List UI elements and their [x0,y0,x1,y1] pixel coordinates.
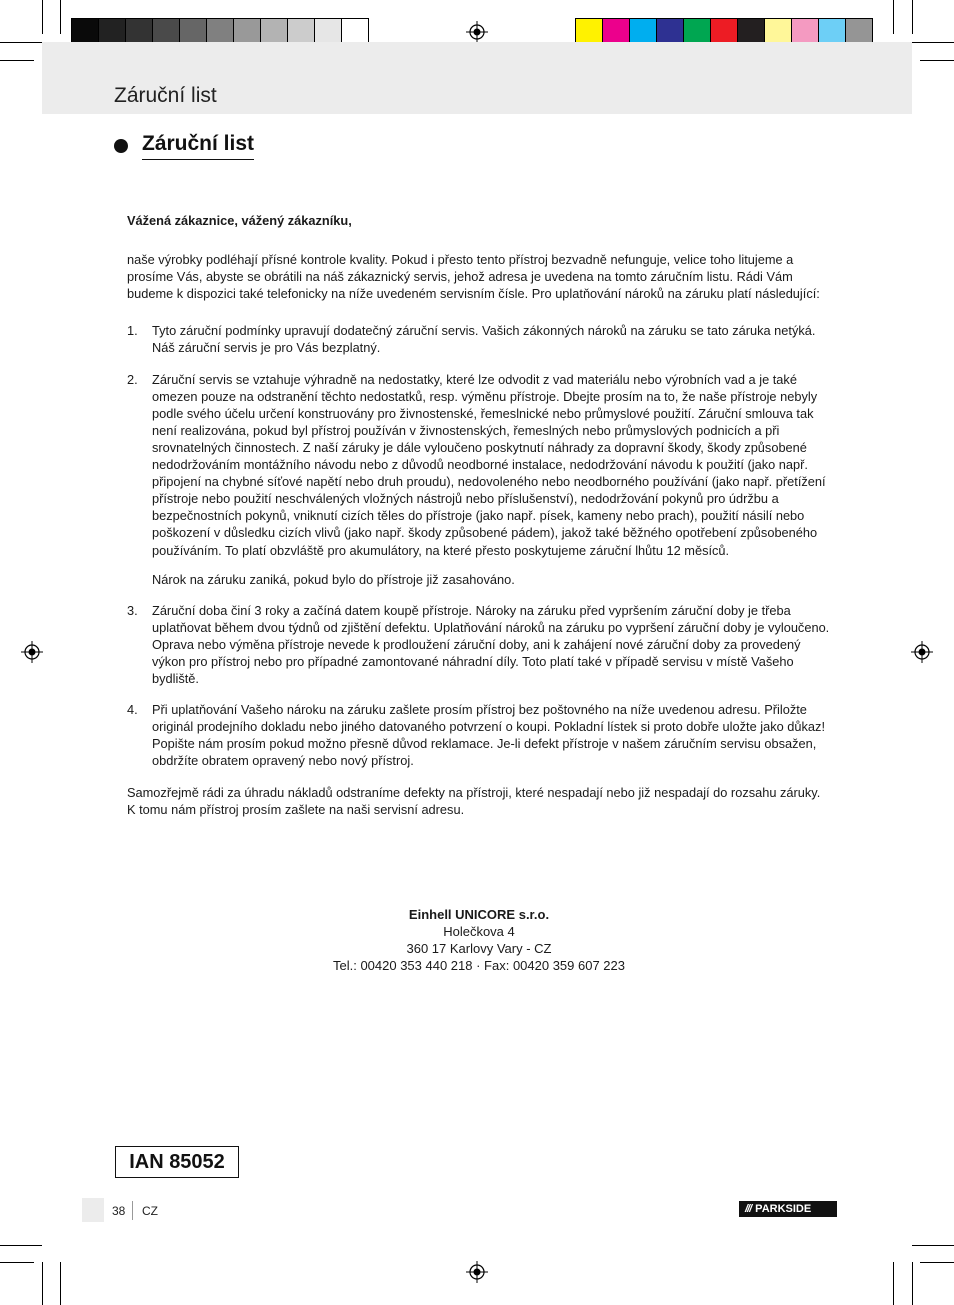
registration-mark-icon [21,641,43,663]
crop-mark [0,42,42,43]
address-contact: Tel.: 00420 353 440 218 · Fax: 00420 359 607 223 [332,958,625,973]
crop-mark [920,60,954,61]
crop-mark [912,42,954,43]
crop-mark [920,1262,954,1263]
crop-mark [0,1245,42,1246]
crop-mark [893,0,894,34]
salutation: Vážená zákaznice, vážený zákazníku, [127,213,352,228]
crop-mark [912,1245,954,1246]
page-language: CZ [142,1204,158,1218]
condition-text: Tyto záruční podmínky upravují dodatečný záruční servis. Vašich zákonných nároků na záruku se tato záruka netýká. Náš záruční servis je pro Vás bezplatný. [152,323,816,356]
address-street: Holečkova 4 [443,924,515,939]
page-number: 38 [112,1204,126,1218]
crop-mark [912,0,913,34]
page-separator [132,1201,133,1220]
registration-mark-icon [466,1261,488,1283]
condition-text: Záruční doba činí 3 roky a začíná datem koupě přístroje. Nároky na záruku před vypršením záruční doby je třeba uplatňovat během dvou týdnů od zjištění defektu. Uplatňování nároků na záruku po vypršení záruční doby je vyloučeno. Oprava nebo výměna přístroje nevede k prodloužení záruční doby, ani k zahájení nové záruční doby za provedený výkon pro přístroj nebo pro případné zamontované náhradní díly. Toto platí také v případě servisu v místě Vašeho bydliště. [152,602,830,687]
crop-mark [42,0,43,34]
logo-text: PARKSIDE [755,1203,812,1215]
page-number-box [82,1198,104,1222]
registration-mark-icon [466,21,488,43]
condition-number: 4. [127,702,138,718]
condition-item [127,602,832,687]
warranty-letter [127,212,832,818]
crop-mark [60,0,61,34]
ian-number: IAN 85052 [115,1146,239,1178]
condition-extra-text: Nárok na záruku zaniká, pokud bylo do přístroje již zasahováno. [152,571,515,587]
parkside-logo [739,1201,837,1217]
registration-mark-icon [911,641,933,663]
condition-number: 2. [127,371,138,387]
condition-number: 1. [127,323,138,339]
crop-mark [42,1262,43,1305]
crop-mark [0,1262,34,1263]
crop-mark [0,60,34,61]
condition-number: 3. [127,602,138,618]
condition-text: Při uplatňování Vašeho nároku na záruku zašlete prosím přístroj bez poštovného na níže uvedenou adresu. Přiložte originál prodejního dokladu nebo jiného datovaného potvrzení o koupi. Pokladní lístek si proto dobře uložte jako důkaz! Popište nám prosím pokud možno přesně důvod reklamace. Je-li defekt přístroje v našem záručním servisu obsažen, obdržíte obratem opravený nebo nový přístroj. [152,702,825,769]
closing-paragraph: Samozřejmě rádi za úhradu nákladů odstraníme defekty na přístroji, které nespadají nebo již nespadají do rozsahu záruky. K tomu nám přístroj prosím zašlete na naši servisní adresu. [127,784,821,817]
service-address [290,906,668,974]
intro-paragraph: naše výrobky podléhají přísné kontrole kvality. Pokud i přesto tento přístroj bezvadně nefunguje, velice toho litujeme a prosíme Vás, abyste se obrátili na náš zákaznický servis, jehož adresa je uvedena na tomto záručním listu. Rádi Vám budeme k dispozici také telefonicky na níže uvedeném servisním čísle. Pro uplatňování nároků na záruku platí následující: [127,252,820,302]
crop-mark [60,1262,61,1305]
condition-item [127,371,832,588]
section-heading [114,132,254,160]
logo-slashes: /// [745,1203,752,1215]
condition-item [127,701,832,769]
condition-item [127,322,832,356]
address-city: 360 17 Karlovy Vary - CZ [406,941,552,956]
company-name: Einhell UNICORE s.r.o. [408,907,550,922]
crop-mark [893,1262,894,1305]
conditions-list [127,322,832,769]
page-header-title: Záruční list [114,84,217,107]
section-title: Záruční list [142,132,254,160]
crop-mark [912,1262,913,1305]
bullet-icon [114,139,128,153]
condition-text: Záruční servis se vztahuje výhradně na nedostatky, které lze odvodit z vad materiálu nebo výrobních vad a je také omezen pouze na odstranění těchto nedostatků, resp. výměnu přístroje. Dbejte prosím na to, že naše přístroje nebyly podle svého účelu určení konstruovány pro živnostenské, řemeslnické nebo průmyslové použití. Záruční smlouva tak není realizována, pokud byl přístroj používán v živnostenských, řemeslných nebo průmyslových podnicích a při srovnatelných činnostech. Z naší záruky je dále vyloučeno poskytnutí náhrady za dopravní škody, škody způsobené nedodržováním montážního návodu nebo z důvodů neodborné instalace, nedodržování návodu k použití (jako např. připojení na chybné síťové napětí nebo druh proudu), nedovoleného nebo neodborného používání (jako např. přetížení přístroje nebo použití neschválených vložných nástrojů nebo příslušenství), nedodržování pokynů pro údržbu a bezpečnostních pokynů, vniknutí cizích těles do přístroje (jako např. písek, kameny nebo prach), použití násilí nebo poškození v důsledku cizích vlivů (jako např. škody způsobené pádem), jakož také běžného opotřebení způsobeného používáním. To platí obzvláště pro akumulátory, na které přesto poskytujeme záruční lhůtu 12 měsíců. [152,371,826,558]
